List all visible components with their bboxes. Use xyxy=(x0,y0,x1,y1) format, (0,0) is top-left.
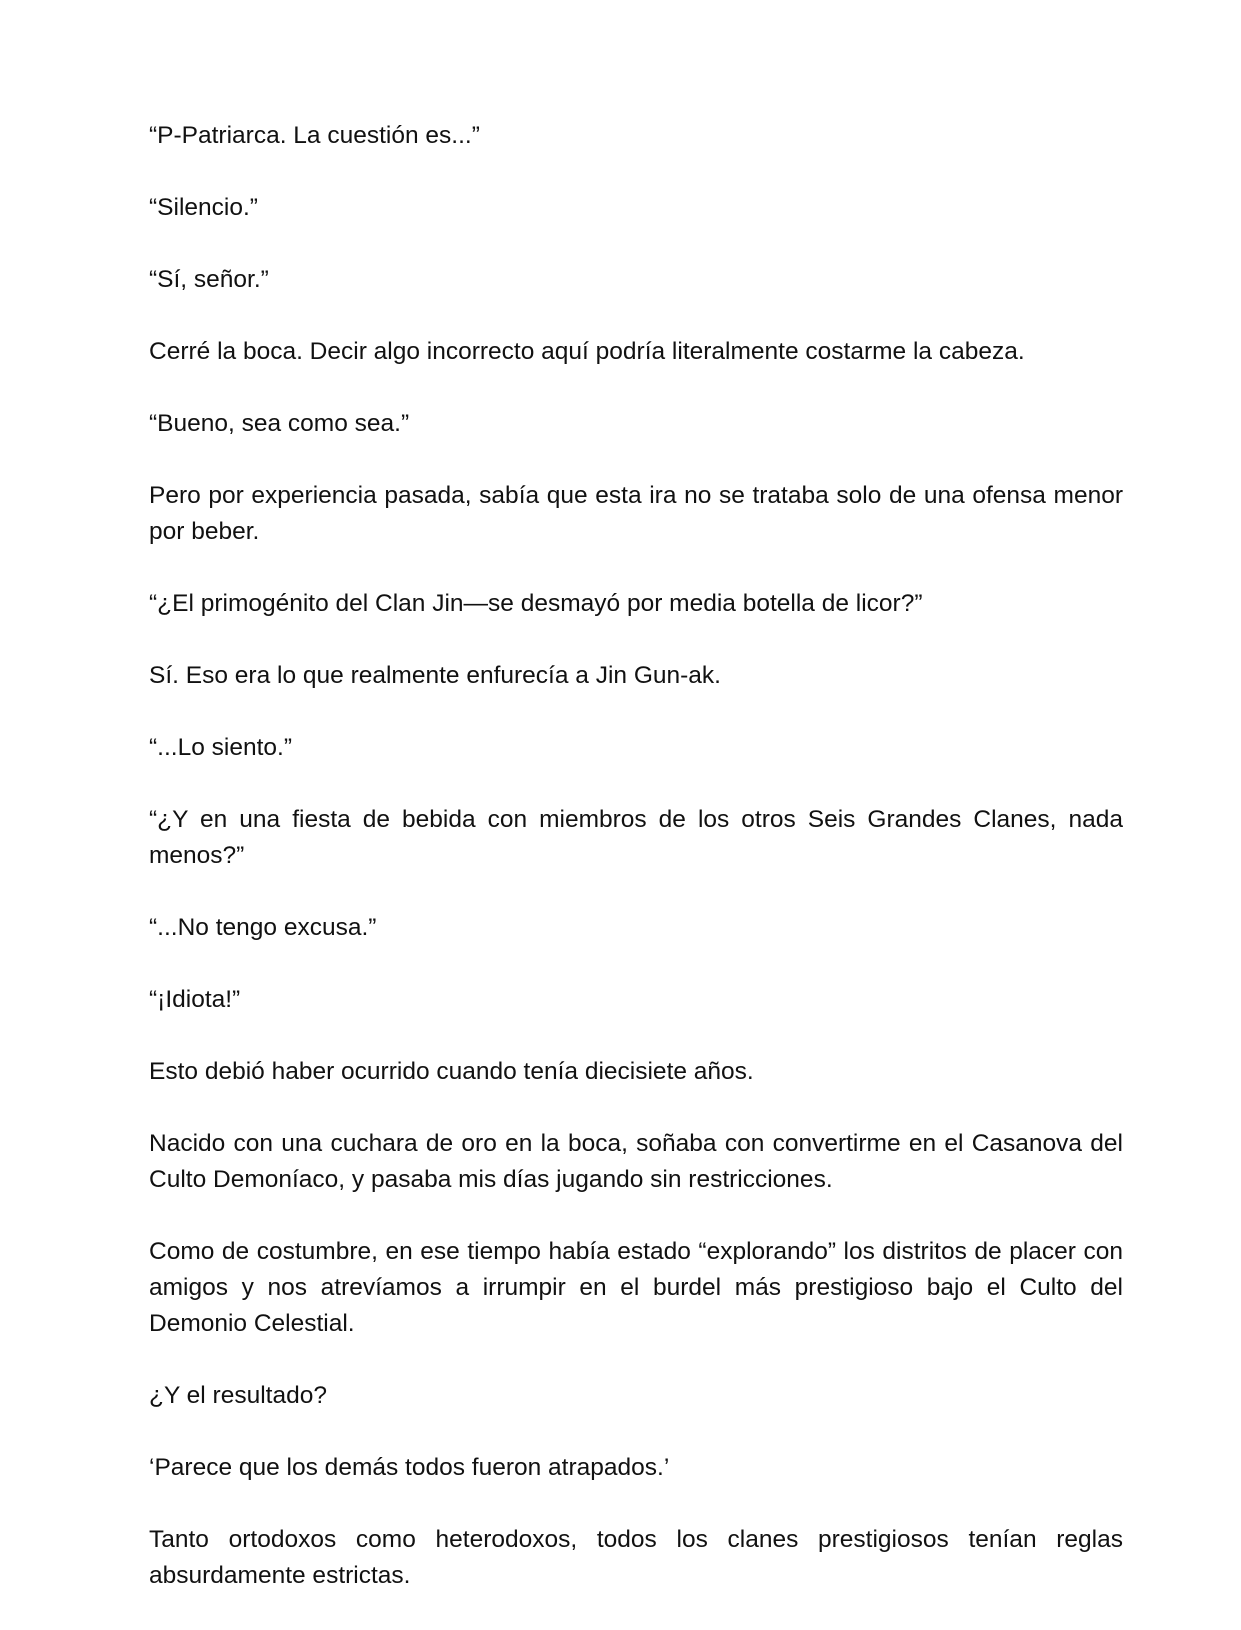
paragraph-2: “Silencio.” xyxy=(149,194,258,221)
paragraph-14: Nacido con una cuchara de oro en la boca, soñaba con convertirme en el Casanova del Culto Demoníaco, y pasaba mis días jugando sin restricciones. xyxy=(149,1130,1123,1193)
paragraph-13: Esto debió haber ocurrido cuando tenía diecisiete años. xyxy=(149,1058,754,1085)
paragraph-9: “...Lo siento.” xyxy=(149,734,292,761)
paragraph-18: Tanto ortodoxos como heterodoxos, todos los clanes prestigiosos tenían reglas absurdamente estrictas. xyxy=(149,1526,1123,1589)
paragraph-8: Sí. Eso era lo que realmente enfurecía a Jin Gun-ak. xyxy=(149,662,721,689)
paragraph-7: “¿El primogénito del Clan Jin—se desmayó por media botella de licor?” xyxy=(149,590,923,617)
paragraph-17: ‘Parece que los demás todos fueron atrapados.’ xyxy=(149,1454,670,1481)
paragraph-16: ¿Y el resultado? xyxy=(149,1382,327,1409)
paragraph-11: “...No tengo excusa.” xyxy=(149,914,377,941)
paragraph-4: Cerré la boca. Decir algo incorrecto aquí podría literalmente costarme la cabeza. xyxy=(149,338,1025,365)
paragraph-15: Como de costumbre, en ese tiempo había estado “explorando” los distritos de placer con amigos y nos atrevíamos a irrumpir en el burdel más prestigioso bajo el Culto del Demonio Celestial. xyxy=(149,1238,1123,1337)
paragraph-10: “¿Y en una fiesta de bebida con miembros de los otros Seis Grandes Clanes, nada menos?” xyxy=(149,806,1123,869)
document-body xyxy=(149,118,1123,1630)
paragraph-5: “Bueno, sea como sea.” xyxy=(149,410,410,437)
paragraph-3: “Sí, señor.” xyxy=(149,266,269,293)
paragraph-1: “P-Patriarca. La cuestión es...” xyxy=(149,122,480,149)
paragraph-6: Pero por experiencia pasada, sabía que esta ira no se trataba solo de una ofensa menor por beber. xyxy=(149,482,1123,545)
paragraph-12: “¡Idiota!” xyxy=(149,986,241,1013)
